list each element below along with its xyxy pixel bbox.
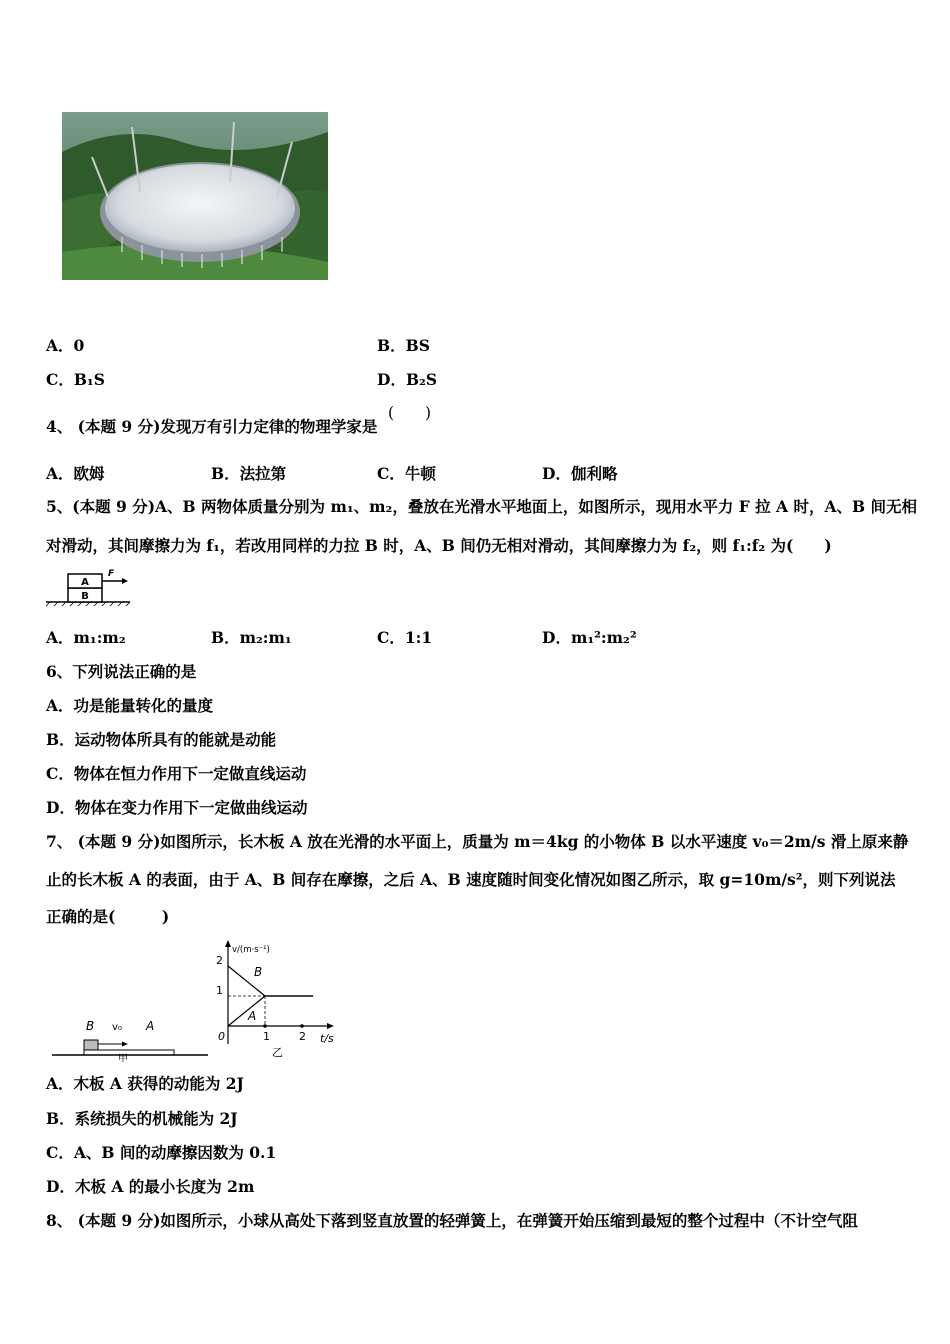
q5-option-a: A．m₁:m₂ (46, 628, 126, 647)
block-b-label: B (86, 1019, 95, 1033)
board-a-label: A (146, 1019, 155, 1033)
q3-option-c: C．B₁S (46, 370, 105, 389)
force-label: F (108, 569, 115, 579)
q6-option-c: C．物体在恒力作用下一定做直线运动 (46, 764, 307, 783)
q4-option-a: A．欧姆 (46, 464, 105, 483)
q5-option-d: D．m₁²:m₂² (542, 628, 637, 647)
q3-option-b: B．BS (377, 336, 430, 355)
x-tick-dot-2 (300, 1024, 304, 1028)
series-line-a (228, 996, 313, 1026)
q5-option-c: C．1:1 (377, 628, 433, 647)
q7-board-figure (50, 1016, 210, 1066)
x-axis-arrowhead (327, 1023, 334, 1029)
q4-option-c: C．牛顿 (377, 464, 436, 483)
x-tick-1: 1 (263, 1030, 270, 1043)
q6-option-d: D．物体在变力作用下一定做曲线运动 (46, 798, 308, 817)
series-line-b (228, 966, 313, 996)
q7-option-a: A．木板 A 获得的动能为 2J (46, 1074, 244, 1093)
q7-stem-line1: 7、 (本题 9 分)如图所示，长木板 A 放在光滑的水平面上，质量为 m＝4kg 的小物体 B 以水平速度 v₀＝2m/s 滑上原来静 (46, 832, 909, 851)
q7-stem-line3: 正确的是( ) (46, 907, 170, 926)
block-b (84, 1040, 98, 1050)
q7-velocity-time-graph (212, 938, 352, 1062)
y-tick-1: 1 (216, 984, 223, 997)
line-b-label: B (254, 965, 263, 979)
x-tick-dot-1 (263, 1024, 267, 1028)
y-axis-label: v/(m·s⁻¹) (232, 945, 270, 955)
q6-stem: 6、下列说法正确的是 (46, 662, 197, 681)
y-tick-2: 2 (216, 954, 223, 967)
q6-option-b: B．运动物体所具有的能就是动能 (46, 730, 277, 749)
q3-option-a: A．0 (46, 336, 85, 355)
q4-option-d: D．伽利略 (542, 464, 618, 483)
origin-label: 0 (218, 1030, 225, 1043)
block-a-label: A (81, 577, 89, 588)
q4-answer-paren: ( ) (388, 404, 432, 422)
q5-option-b: B．m₂:m₁ (211, 628, 292, 647)
caption-yi: 乙 (272, 1046, 283, 1058)
x-tick-2: 2 (299, 1030, 306, 1043)
q3-option-d: D．B₂S (377, 370, 438, 389)
x-axis-label: t/s (320, 1032, 334, 1045)
q7-stem-line2: 止的长木板 A 的表面，由于 A、B 间存在摩擦，之后 A、B 速度随时间变化情况如图乙所示，取 g=10m/s²，则下列说法 (46, 870, 896, 889)
line-a-label: A (248, 1009, 257, 1023)
velocity-arrowhead (122, 1042, 128, 1047)
q7-option-c: C．A、B 间的动摩擦因数为 0.1 (46, 1143, 277, 1162)
q4-stem: 4、 (本题 9 分)发现万有引力定律的物理学家是 (46, 417, 378, 436)
velocity-label: v₀ (112, 1022, 122, 1033)
force-arrowhead (122, 578, 128, 584)
q7-option-b: B．系统损失的机械能为 2J (46, 1109, 238, 1128)
q5-stem-line1: 5、(本题 9 分)A、B 两物体质量分别为 m₁、m₂，叠放在光滑水平地面上，如图所示，现用水平力 F 拉 A 时，A、B 间无相 (46, 497, 917, 516)
q7-option-d: D．木板 A 的最小长度为 2m (46, 1177, 255, 1196)
block-b-label: B (81, 591, 89, 602)
q5-stem-line2: 对滑动，其间摩擦力为 f₁，若改用同样的力拉 B 时，A、B 间仍无相对滑动，其间摩擦力为 f₂，则 f₁:f₂ 为( ) (46, 536, 832, 555)
q4-option-b: B．法拉第 (211, 464, 287, 483)
telescope-photo (62, 112, 328, 280)
caption-jia: 甲 (118, 1054, 128, 1062)
q6-option-a: A．功是能量转化的量度 (46, 696, 214, 715)
telescope-photo-graphic (62, 112, 328, 280)
y-axis-arrowhead (225, 940, 231, 947)
q5-stacked-blocks-figure (44, 568, 134, 612)
q8-stem-line1: 8、 (本题 9 分)如图所示，小球从高处下落到竖直放置的轻弹簧上，在弹簧开始压缩到最短的整个过程中（不计空气阻 (46, 1211, 858, 1230)
